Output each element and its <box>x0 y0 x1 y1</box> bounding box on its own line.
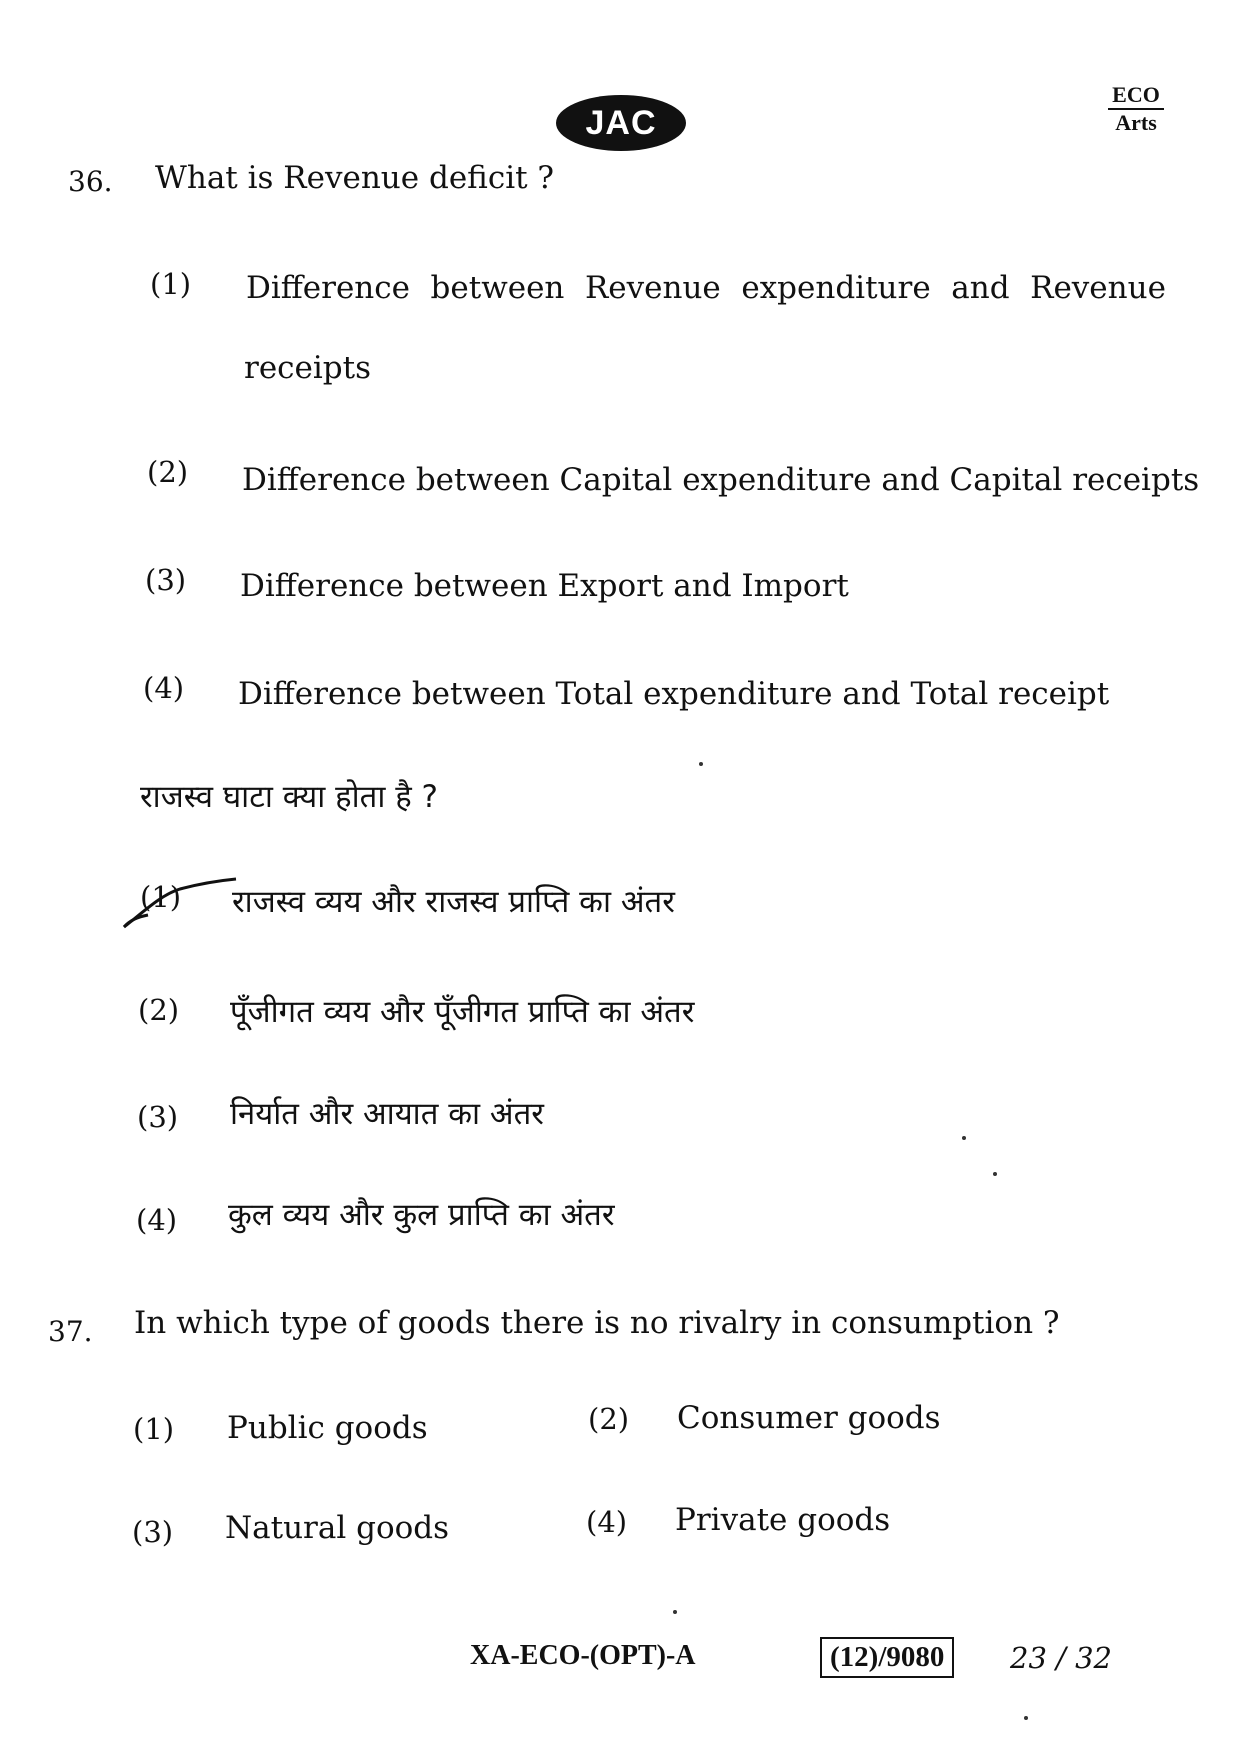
q36-hi-option-2-num: (2) <box>138 993 180 1027</box>
page-number: 23 / 32 <box>1010 1641 1113 1675</box>
question-36-text-hi: राजस्व घाटा क्या होता है ? <box>140 779 438 815</box>
q37-option-2-num: (2) <box>588 1402 630 1436</box>
word: and <box>951 270 1010 306</box>
paper-code: XA-ECO-(OPT)-A <box>470 1640 696 1671</box>
q36-hi-option-1-num: (1) <box>140 880 182 914</box>
jac-logo: JAC <box>556 95 686 151</box>
word: expenditure <box>741 270 931 306</box>
q36-en-option-1-line2: receipts <box>244 350 371 386</box>
question-37-number: 37. <box>48 1315 93 1348</box>
scan-speck <box>993 1172 997 1176</box>
q36-hi-option-3-num: (3) <box>137 1100 179 1134</box>
booklet-code: (12)/9080 <box>820 1637 954 1678</box>
word: Revenue <box>1030 270 1166 306</box>
scan-speck <box>673 1610 677 1614</box>
stream-label: Arts <box>1115 110 1157 135</box>
word: between <box>430 270 565 306</box>
q37-option-2-text: Consumer goods <box>677 1400 941 1436</box>
question-37-text: In which type of goods there is no rivalry in consumption ? <box>134 1305 1060 1341</box>
question-36-text-en: What is Revenue deficit ? <box>155 160 555 196</box>
q36-en-option-4-text: Difference between Total expenditure and Total receipt <box>238 676 1110 712</box>
q36-en-option-4-num: (4) <box>143 671 185 705</box>
q36-en-option-3-text: Difference between Export and Import <box>240 568 849 604</box>
q36-hi-option-4-num: (4) <box>136 1203 178 1237</box>
subject-label <box>1100 82 1172 136</box>
q37-option-4-num: (4) <box>586 1505 628 1539</box>
q37-option-3-text: Natural goods <box>225 1510 450 1546</box>
q36-hi-option-3-text: निर्यात और आयात का अंतर <box>230 1096 544 1132</box>
q36-hi-option-1-text: राजस्व व्यय और राजस्व प्राप्ति का अंतर <box>232 884 675 920</box>
q37-option-3-num: (3) <box>132 1515 174 1549</box>
scan-speck <box>962 1136 966 1140</box>
q36-en-option-1-num: (1) <box>150 267 192 301</box>
q36-hi-option-4-text: कुल व्यय और कुल प्राप्ति का अंतर <box>228 1197 615 1233</box>
subject-code: ECO <box>1108 82 1164 110</box>
scan-speck <box>699 762 703 766</box>
scan-speck <box>1024 1716 1028 1720</box>
q37-option-4-text: Private goods <box>675 1502 891 1538</box>
word: Difference <box>246 270 410 306</box>
q36-en-option-2-text: Difference between Capital expenditure and Capital receipts <box>242 462 1200 498</box>
q36-hi-option-2-text: पूँजीगत व्यय और पूँजीगत प्राप्ति का अंतर <box>230 994 695 1030</box>
word: Revenue <box>584 270 721 306</box>
q36-en-option-2-num: (2) <box>147 455 189 489</box>
q36-en-option-3-num: (3) <box>145 563 187 597</box>
q37-option-1-num: (1) <box>133 1412 175 1446</box>
q36-en-option-1-line1 <box>246 270 1166 306</box>
question-36-number: 36. <box>68 165 113 198</box>
q37-option-1-text: Public goods <box>227 1410 428 1446</box>
